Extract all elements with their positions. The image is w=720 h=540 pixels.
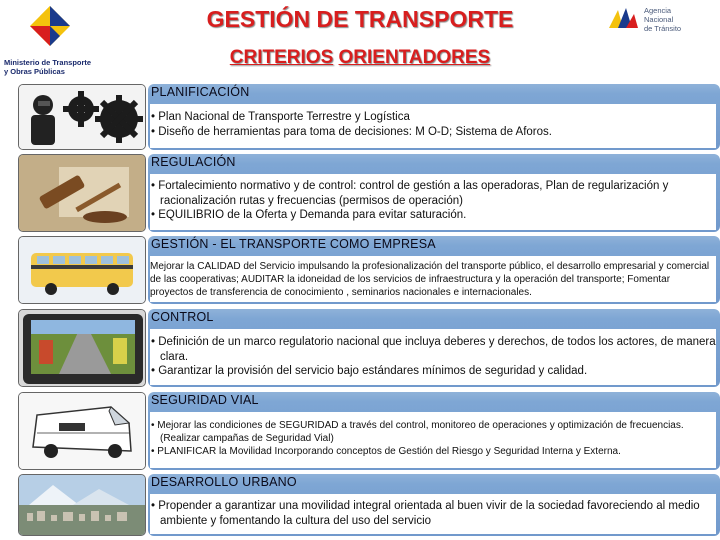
section-heading: GESTIÓN - EL TRANSPORTE COMO EMPRESA [151, 237, 436, 251]
bullet-text: • Mejorar las condiciones de SEGURIDAD a través del control, monitoreo de operaciones y optimización de frecuencias. (Realizar campañas de Seguridad Vial) [151, 420, 684, 444]
ant-name-line3: de Tránsito [644, 24, 682, 33]
section-seguridad-vial [18, 392, 720, 472]
bullet-text: • Diseño de herramientas para toma de decisiones: M O-D; Sistema de Aforos. [151, 125, 552, 138]
slide-header [0, 0, 720, 84]
panel-regulacion [148, 154, 720, 232]
section-desarrollo-urbano [18, 474, 720, 538]
page-subtitle [0, 47, 720, 69]
panel-seguridad-vial [148, 392, 720, 470]
ministry-name-line2: y Obras Públicas [4, 67, 65, 76]
gears-icon [18, 84, 146, 150]
bullet-text: • Garantizar la provisión del servicio bajo estándares mínimos de seguridad y calidad. [151, 365, 588, 377]
subtitle-word-1: CRITERIOS [229, 47, 334, 68]
ant-name-line1: Agencia [644, 6, 672, 15]
gps-screen-icon [18, 309, 146, 387]
section-heading: REGULACIÓN [151, 155, 236, 169]
panel-planificacion [148, 84, 720, 150]
ant-name-line2: Nacional [644, 15, 674, 24]
bullet-text: • EQUILIBRIO de la Oferta y Demanda para evitar saturación. [151, 209, 467, 221]
section-heading: CONTROL [151, 310, 214, 324]
bullet-text: • Plan Nacional de Transporte Terrestre y Logística [151, 111, 410, 123]
section-gestion [18, 236, 720, 306]
bullet-text: • Definición de un marco regulatorio nacional que incluya deberes y derechos, de todos los actores, de manera clara. [151, 336, 716, 363]
section-regulacion [18, 154, 720, 234]
panel-control [148, 309, 720, 387]
section-control [18, 309, 720, 389]
subtitle-word-2: ORIENTADORES [338, 47, 491, 68]
paragraph-text: Mejorar la CALIDAD del Servicio impulsando la profesionalización del transporte público, el desarrollo empresarial y comercial de las cooperativas; AUDITAR la idoneidad de los servicios de infraestructura y la operación del transporte; Fomentar proyectos de transferencia de conocimiento , seminarios nacionales e internacionales. [150, 261, 710, 298]
city-icon [18, 474, 146, 536]
ambulance-icon [18, 392, 146, 470]
ant-emblem-icon [606, 4, 640, 34]
ant-logo [606, 4, 716, 44]
bullet-text: • Propender a garantizar una movilidad integral orientada al buen vivir de la sociedad favoreciendo al medio ambiente y fomentando la cultura del uso del servicio [151, 500, 700, 527]
ministry-name-line1: Ministerio de Transporte [4, 58, 92, 67]
page-title: GESTIÓN DE TRANSPORTE [206, 6, 514, 32]
section-heading: PLANIFICACIÓN [151, 85, 250, 99]
section-heading: DESARROLLO URBANO [151, 475, 297, 489]
section-heading: SEGURIDAD VIAL [151, 393, 259, 407]
panel-gestion [148, 236, 720, 304]
bus-icon [18, 236, 146, 304]
bullet-text: • PLANIFICAR la Movilidad Incorporando conceptos de Gestión del Riesgo y Seguridad Interna y Externa. [151, 446, 621, 457]
bullet-text: • Fortalecimiento normativo y de control: control de gestión a las operadoras, Plan de regularización y racionalización rutas y frecuencias (permisos de operación) [151, 180, 669, 207]
section-planificacion [18, 84, 720, 152]
panel-desarrollo-urbano [148, 474, 720, 536]
gavel-icon [18, 154, 146, 232]
